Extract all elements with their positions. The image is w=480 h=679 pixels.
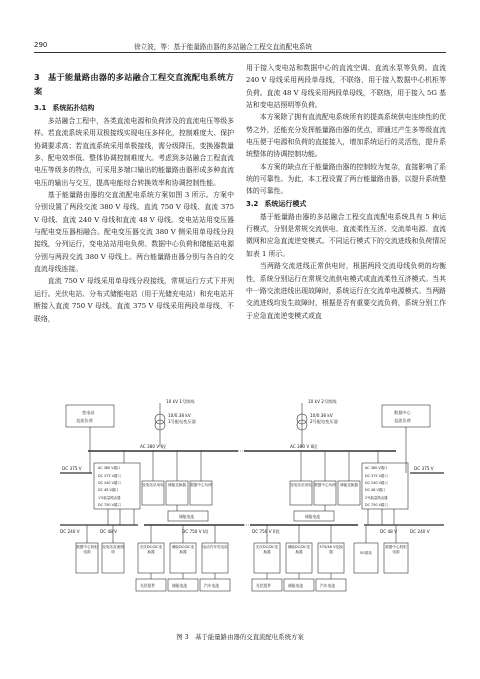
- figure-3-diagram: [58, 395, 446, 627]
- substation-load-label: 变电站: [82, 410, 95, 415]
- dc750-1-label: DC 750 V I段: [182, 529, 209, 534]
- dc48-right-label: DC 48 V: [380, 529, 398, 534]
- er1-port-240: DC 240 V端口: [98, 481, 121, 485]
- transformer-2-name: 2号配电变压器: [310, 419, 338, 424]
- er2-port-240: DC 240 V端口: [365, 481, 388, 485]
- dc240-right-label: DC 240 V: [410, 529, 430, 534]
- er1-port-750: DC 750 V端口: [98, 503, 121, 507]
- datacenter-load-label: 数据中心: [394, 410, 411, 415]
- er1-port-375: DC 375 V端口: [98, 474, 121, 478]
- page-number: 290: [34, 41, 48, 49]
- paragraph: 用于接入变电站和数据中心的直流空调、直流水泵等负荷。直流 240 V 母线采用两段单母线，不联络，用于接入数据中心机柜等负荷。直流 48 V 母线采用两段单母线，不联络，用于接入 5G 基站和变电站照明等负荷。: [246, 64, 446, 110]
- converter-375-48: 375/48 V变换器: [319, 545, 343, 554]
- datacenter-cabinet-1: 数据中心机柜电源: [76, 545, 98, 554]
- pv-converter-1: 光伏DC/DC变换器: [139, 545, 163, 554]
- datacenter-load-2-box: 数据中心负荷: [314, 483, 336, 487]
- dc240-left-label: DC 240 V: [60, 529, 80, 534]
- subsection-title: 系统运行模式: [264, 199, 307, 208]
- left-column: [34, 62, 234, 325]
- er2-port-750: DC 750 V端口: [365, 503, 388, 507]
- feeder-1-label: 10 kV 1号馈线: [166, 399, 195, 404]
- storage-converter-1-box: 储能变换器: [168, 483, 186, 487]
- ac-bus-1-label: AC 380 V I段: [140, 444, 166, 449]
- dc48-left-label: DC 48 V: [100, 529, 118, 534]
- pv-module-2: 光伏组件: [256, 583, 272, 588]
- substation-lighting: 变电站直流照明: [102, 545, 124, 554]
- subsection-heading-3-1: [34, 102, 234, 115]
- transformer-1-rating: 10/0.38 kV: [168, 413, 191, 418]
- battery-2: 储能电池: [288, 583, 304, 588]
- section-heading-3: [34, 70, 234, 98]
- substation-load-label-2: 直流负荷: [76, 418, 93, 423]
- er1-name: 1号能量路由器: [98, 496, 121, 500]
- subsection-title: 系统拓扑结构: [52, 104, 95, 112]
- pv-module-1: 光伏组件: [140, 583, 156, 588]
- er1-port-48: DC 48 V端口: [98, 488, 119, 492]
- paragraph: 本方案除了拥有直流配电系统所有的提高系统供电连续性的优势之外，还能充分发挥能量路由器的优点，即通过产生多等级直流电压便于电源和负荷的直接接入，增加系统运行的灵活性，提升系统整体的协调控制功能。: [246, 113, 446, 159]
- datacenter-load-1-box: 数据中心负荷: [190, 483, 212, 487]
- paragraph: 本方案的缺点在于能量路由器的控制较为复杂，直接影响了系统的可靠性。为此，本工程设置了两台能量路由器，以提升系统整体的可靠性。: [246, 162, 446, 196]
- section-number: 3: [34, 72, 40, 82]
- paragraph: 直流 750 V 母线采用单母线分段接线，常规运行方式下并列运行。光伏电站、分布式储能电站（用于光储充电站）和充电站开断接入直流 750 V 母线。直流 375 V 母线采用两段单母线，不联络，: [34, 277, 234, 323]
- ev-charging-station-1: 电动汽车充电站: [202, 545, 228, 549]
- subsection-number: 3.1: [34, 104, 47, 112]
- paragraph: 当两路交流进线正常供电时，根据两段交流母线负荷的均衡性，系统分别运行在常规交流供电模式或直流柔性互济模式。当其中一路交流进线出现故障时，系统运行在交流单电源模式。当两路交流进线均发生故障时，根据是否有重要交流负荷，系统分别工作于应急直流逆变模式或直: [246, 262, 446, 320]
- subsection-heading-3-2: [246, 198, 446, 211]
- datacenter-cabinet-2: 数据中心机柜电源: [385, 545, 407, 554]
- subsection-number: 3.2: [246, 199, 259, 208]
- storage-converter-2-box: 储能变换器: [340, 483, 358, 487]
- er1-port-ac: AC 380 V端口: [98, 466, 121, 470]
- sub-power-1-box: 变电站站用电: [142, 483, 164, 487]
- battery-1: 储能电池: [172, 583, 188, 588]
- car-battery-1: 汽车电池: [204, 583, 220, 588]
- sub-power-2-box: 变电站站用电: [290, 483, 312, 487]
- er2-port-ac: AC 380 V端口: [365, 466, 388, 470]
- datacenter-load-label-2: 直流负荷: [394, 418, 411, 423]
- paragraph: 基于能量路由器的多站融合工程交直流配电系统具有 5 种运行模式，分别是常规交流供电、直流柔性互济、交流单电源、直流微网和应急直流逆变模式。不同运行模式下的交流进线和负荷情况如表 1 所示。: [246, 212, 446, 258]
- storage-dcdc-2: 储能DC/DC变换器: [287, 545, 311, 554]
- er2-port-375: DC 375 V端口: [365, 474, 388, 478]
- transformer-2-rating: 10/0.38 kV: [310, 413, 333, 418]
- er2-name: 2号能量路由器: [365, 496, 388, 500]
- right-column: [246, 62, 446, 322]
- running-header: [34, 40, 446, 53]
- section-title: 基于能量路由器的多站融合工程交直流配电系统方案: [34, 72, 234, 96]
- figure-caption: 图 3 基于能量路由器的交直流配电系统方案: [176, 633, 304, 641]
- 5g-base-station: 5G基站: [359, 551, 373, 555]
- dc375-left-label: DC 375 V: [62, 466, 82, 471]
- er2-port-48: DC 48 V端口: [365, 488, 386, 492]
- dc750-2-label: DC 750 V II段: [252, 529, 280, 534]
- pv-converter-2: 光伏DC/DC变换器: [255, 545, 279, 554]
- transformer-1-name: 1号配电变压器: [168, 419, 196, 424]
- feeder-2-label: 10 kV 2号馈线: [308, 399, 337, 404]
- storage-battery-1: 储能电池: [179, 514, 195, 519]
- paragraph: 多站融合工程中，各类直流电源和负荷涉及的直流电压等级多样。若直流系统采用双极接线实现电压多样化，控制难度大、保护协调要求高；若直流系统采用单极接线，需分级降压，变换器数量多、配电效率低、整体协调控制难度大。考虑到多站融合工程直流电压等级多的特点，可采用多端口输出的能量路由器形成多种直流电压的输出与交互，提高电能综合转换效率和协调控制性能。: [34, 117, 234, 187]
- storage-battery-2: 储能电池: [305, 514, 321, 519]
- ac-bus-2-label: AC 380 V II段: [290, 444, 318, 449]
- dc375-right-label: DC 375 V: [414, 466, 434, 471]
- car-battery-2: 汽车电池: [320, 583, 336, 588]
- running-title: 徐立波，等：基于能量路由器的多站融合工程交直流配电系统: [134, 43, 313, 51]
- paragraph: 基于能量路由器的交直流配电系统方案如图 3 所示。方案中分别设置了两段交流 380 V 母线、直流 750 V 母线、直流 375 V 母线、直流 240 V 母线和直流 48 V 母线。变电站站用变压器与配电变压器相融合。配电变压器交流 380 V 侧采用单母线分段接线，分列运行，变电站站用电负荷、数据中心负荷和储能站电源分别与两段交流 380 V 母线上。两台能量路由器分别与各自的交直流母线连接。: [34, 191, 234, 274]
- storage-dcdc-1: 储能DC/DC变换器: [171, 545, 195, 554]
